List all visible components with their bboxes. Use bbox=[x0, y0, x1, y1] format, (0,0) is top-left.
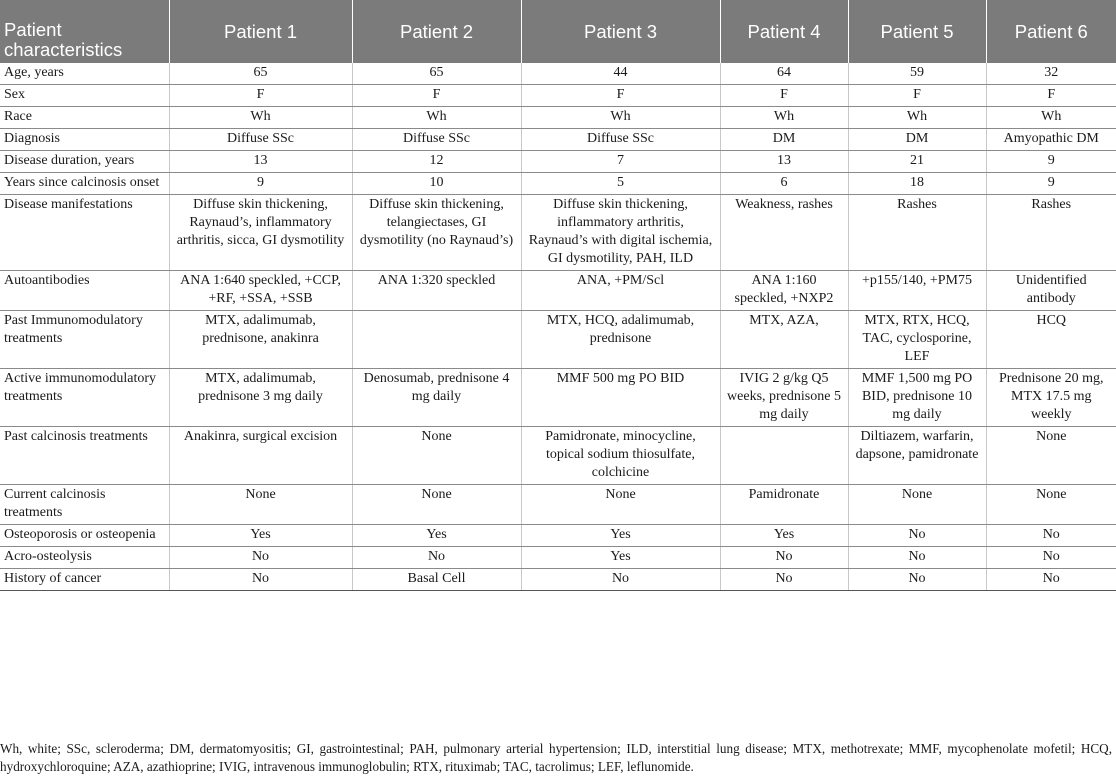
table-row bbox=[0, 569, 1116, 591]
table-cell: Wh bbox=[352, 107, 521, 129]
row-label: Autoantibodies bbox=[0, 271, 169, 311]
table-cell: Rashes bbox=[986, 195, 1116, 271]
table-cell: No bbox=[848, 569, 986, 591]
row-label: Current calcinosis treatments bbox=[0, 485, 169, 525]
table-cell: No bbox=[169, 547, 352, 569]
table-row bbox=[0, 107, 1116, 129]
row-label: Age, years bbox=[0, 63, 169, 85]
table-cell: 65 bbox=[352, 63, 521, 85]
table-footnote: Wh, white; SSc, scleroderma; DM, dermatomyositis; GI, gastrointestinal; PAH, pulmonary arterial hypertension; ILD, interstitial lung disease; MTX, methotrexate; MMF, mycophenolate mofetil; HCQ, hydroxychloroquine; AZA, azathioprine; IVIG, intravenous immunoglobulin; RTX, rituximab; TAC, tacrolimus; LEF, leflunomide. bbox=[0, 741, 1112, 774]
table-row bbox=[0, 427, 1116, 485]
table-cell: 13 bbox=[720, 151, 848, 173]
row-label: Osteoporosis or osteopenia bbox=[0, 525, 169, 547]
table-header-row bbox=[0, 0, 1116, 63]
table-cell: Diffuse skin thickening, inflammatory arthritis, Raynaud’s with digital ischemia, GI dysmotility, PAH, ILD bbox=[521, 195, 720, 271]
table-cell: 10 bbox=[352, 173, 521, 195]
table-cell: ANA 1:320 speckled bbox=[352, 271, 521, 311]
table-cell: HCQ bbox=[986, 311, 1116, 369]
table-cell: F bbox=[720, 85, 848, 107]
column-header: Patient 2 bbox=[352, 0, 521, 63]
table-cell: +p155/140, +PM75 bbox=[848, 271, 986, 311]
table-row bbox=[0, 485, 1116, 525]
row-label: Past calcinosis treatments bbox=[0, 427, 169, 485]
table-cell: 9 bbox=[986, 151, 1116, 173]
table-cell: No bbox=[521, 569, 720, 591]
table-cell: F bbox=[169, 85, 352, 107]
table-cell: Anakinra, surgical excision bbox=[169, 427, 352, 485]
table-cell: MMF 500 mg PO BID bbox=[521, 369, 720, 427]
table-row bbox=[0, 369, 1116, 427]
table-cell: Denosumab, prednisone 4 mg daily bbox=[352, 369, 521, 427]
row-label: Disease duration, years bbox=[0, 151, 169, 173]
table-cell: 18 bbox=[848, 173, 986, 195]
table-cell: Wh bbox=[848, 107, 986, 129]
table-cell: Diffuse SSc bbox=[352, 129, 521, 151]
table-cell: MTX, HCQ, adalimumab, prednisone bbox=[521, 311, 720, 369]
table-row bbox=[0, 547, 1116, 569]
table-cell: Pamidronate bbox=[720, 485, 848, 525]
table-cell: Diffuse SSc bbox=[521, 129, 720, 151]
table-body bbox=[0, 63, 1116, 591]
table-cell: None bbox=[352, 427, 521, 485]
table-cell: No bbox=[720, 547, 848, 569]
table-cell: DM bbox=[720, 129, 848, 151]
table-cell: MMF 1,500 mg PO BID, prednisone 10 mg daily bbox=[848, 369, 986, 427]
table-cell: F bbox=[986, 85, 1116, 107]
table-cell: Wh bbox=[986, 107, 1116, 129]
table-row bbox=[0, 311, 1116, 369]
table-cell: No bbox=[848, 547, 986, 569]
table-cell: 21 bbox=[848, 151, 986, 173]
table-cell: 59 bbox=[848, 63, 986, 85]
table-cell: F bbox=[352, 85, 521, 107]
table-row bbox=[0, 525, 1116, 547]
table-cell: Amyopathic DM bbox=[986, 129, 1116, 151]
row-label: Past Immunomodulatory treatments bbox=[0, 311, 169, 369]
table-cell: Wh bbox=[169, 107, 352, 129]
table-cell: ANA 1:160 speckled, +NXP2 bbox=[720, 271, 848, 311]
table-cell: Rashes bbox=[848, 195, 986, 271]
table-row bbox=[0, 63, 1116, 85]
table-cell: Yes bbox=[720, 525, 848, 547]
column-header: Patient 4 bbox=[720, 0, 848, 63]
column-header: Patient 6 bbox=[986, 0, 1116, 63]
column-header: Patient 3 bbox=[521, 0, 720, 63]
table-cell: None bbox=[986, 427, 1116, 485]
table-row bbox=[0, 85, 1116, 107]
table-cell: F bbox=[848, 85, 986, 107]
table-cell: Pamidronate, minocycline, topical sodium thiosulfate, colchicine bbox=[521, 427, 720, 485]
table-cell: F bbox=[521, 85, 720, 107]
table-cell: No bbox=[986, 569, 1116, 591]
row-label: History of cancer bbox=[0, 569, 169, 591]
table-cell: 64 bbox=[720, 63, 848, 85]
table-row bbox=[0, 173, 1116, 195]
row-label: Acro-osteolysis bbox=[0, 547, 169, 569]
table-cell: 65 bbox=[169, 63, 352, 85]
column-header: Patient 1 bbox=[169, 0, 352, 63]
row-label: Disease manifestations bbox=[0, 195, 169, 271]
table-cell: Weakness, rashes bbox=[720, 195, 848, 271]
table-cell: Wh bbox=[720, 107, 848, 129]
column-header: Patient 5 bbox=[848, 0, 986, 63]
table-cell: None bbox=[986, 485, 1116, 525]
column-header: Patient characteristics bbox=[0, 0, 169, 63]
row-label: Sex bbox=[0, 85, 169, 107]
table-cell: Diffuse SSc bbox=[169, 129, 352, 151]
row-label: Active immunomodulatory treatments bbox=[0, 369, 169, 427]
table-cell: ANA, +PM/Scl bbox=[521, 271, 720, 311]
table-cell: 9 bbox=[986, 173, 1116, 195]
table-cell: Diffuse skin thickening, Raynaud’s, inflammatory arthritis, sicca, GI dysmotility bbox=[169, 195, 352, 271]
table-cell: Yes bbox=[521, 547, 720, 569]
row-label: Diagnosis bbox=[0, 129, 169, 151]
table-cell: No bbox=[848, 525, 986, 547]
table-cell: MTX, adalimumab, prednisone, anakinra bbox=[169, 311, 352, 369]
table-cell: No bbox=[169, 569, 352, 591]
table-cell: Wh bbox=[521, 107, 720, 129]
table-cell: 5 bbox=[521, 173, 720, 195]
table-cell bbox=[352, 311, 521, 369]
table-cell: No bbox=[720, 569, 848, 591]
table-cell: 44 bbox=[521, 63, 720, 85]
table-cell: Yes bbox=[521, 525, 720, 547]
table-cell: Prednisone 20 mg, MTX 17.5 mg weekly bbox=[986, 369, 1116, 427]
row-label: Years since calcinosis onset bbox=[0, 173, 169, 195]
table-cell: No bbox=[986, 547, 1116, 569]
table-cell: MTX, RTX, HCQ, TAC, cyclosporine, LEF bbox=[848, 311, 986, 369]
table-cell: 12 bbox=[352, 151, 521, 173]
table-cell: 32 bbox=[986, 63, 1116, 85]
table-cell: Yes bbox=[169, 525, 352, 547]
table-cell bbox=[720, 427, 848, 485]
table-cell: 9 bbox=[169, 173, 352, 195]
table-row bbox=[0, 151, 1116, 173]
table-row bbox=[0, 129, 1116, 151]
table-cell: None bbox=[521, 485, 720, 525]
table-cell: None bbox=[352, 485, 521, 525]
row-label: Race bbox=[0, 107, 169, 129]
table-cell: 7 bbox=[521, 151, 720, 173]
table-cell: Diffuse skin thickening, telangiectases, GI dysmotility (no Raynaud’s) bbox=[352, 195, 521, 271]
table-cell: No bbox=[352, 547, 521, 569]
table-cell: IVIG 2 g/kg Q5 weeks, prednisone 5 mg daily bbox=[720, 369, 848, 427]
table-cell: 6 bbox=[720, 173, 848, 195]
table-cell: ANA 1:640 speckled, +CCP, +RF, +SSA, +SSB bbox=[169, 271, 352, 311]
table-cell: Basal Cell bbox=[352, 569, 521, 591]
table-cell: None bbox=[848, 485, 986, 525]
table-row bbox=[0, 271, 1116, 311]
table-cell: MTX, AZA, bbox=[720, 311, 848, 369]
table-cell: Yes bbox=[352, 525, 521, 547]
table-cell: No bbox=[986, 525, 1116, 547]
table-cell: Diltiazem, warfarin, dapsone, pamidronate bbox=[848, 427, 986, 485]
table-cell: Unidentified antibody bbox=[986, 271, 1116, 311]
table-cell: DM bbox=[848, 129, 986, 151]
table-cell: None bbox=[169, 485, 352, 525]
table-cell: MTX, adalimumab, prednisone 3 mg daily bbox=[169, 369, 352, 427]
table-cell: 13 bbox=[169, 151, 352, 173]
table-row bbox=[0, 195, 1116, 271]
